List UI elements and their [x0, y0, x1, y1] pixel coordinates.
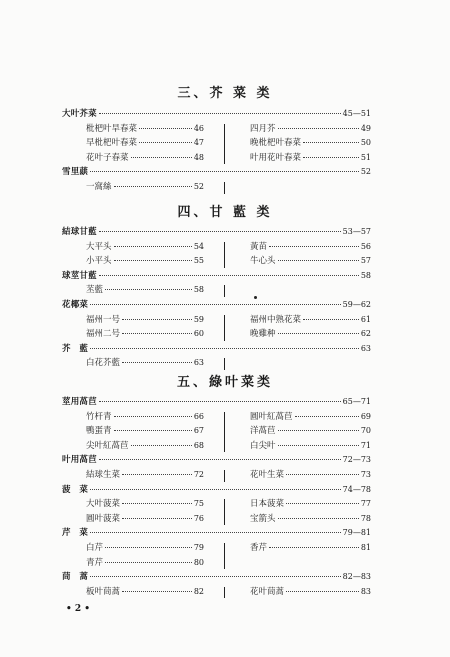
sub-page: 77 [360, 499, 371, 509]
toc-sub-entry[interactable] [86, 242, 204, 252]
toc-sub-entry[interactable] [250, 426, 371, 436]
dot-leader [99, 401, 341, 402]
sub-page: 62 [360, 329, 371, 339]
sub-page: 72 [193, 470, 204, 479]
entry-label: 芥 藍 [62, 343, 89, 354]
toc-sub-entry[interactable] [86, 587, 204, 597]
dot-leader [278, 518, 359, 519]
sub-page: 73 [360, 470, 371, 479]
toc-sub-entry[interactable] [250, 124, 371, 134]
toc-sub-entry[interactable] [250, 514, 371, 524]
toc-sub-entry[interactable] [86, 441, 204, 451]
sub-page: 59 [193, 314, 204, 324]
sub-label: 福州二号 [86, 329, 121, 340]
column-divider [224, 412, 225, 453]
sub-label: 竹杆青 [86, 411, 112, 422]
dot-leader [122, 362, 192, 363]
sub-label: 結球生菜 [86, 470, 121, 480]
toc-main-entry[interactable] [62, 271, 371, 281]
sub-page: 55 [193, 256, 204, 266]
sub-label: 花叶生菜 [250, 470, 285, 480]
toc-sub-entry[interactable] [86, 138, 204, 148]
entry-label: 結球甘藍 [62, 227, 97, 237]
sub-page: 47 [193, 138, 204, 148]
column-divider [224, 470, 225, 482]
section-title: 三、芥 菜 类 [177, 86, 273, 101]
sub-label: 晚枇杷叶春菜 [250, 138, 302, 149]
sub-label: 一窩絲 [86, 182, 112, 192]
dot-leader [139, 142, 192, 143]
dot-leader [90, 304, 341, 305]
toc-sub-entry[interactable] [250, 242, 371, 252]
dot-leader [122, 333, 192, 334]
dot-leader [90, 489, 341, 490]
sub-label: 圓叶紅萵苣 [250, 411, 293, 422]
print-speck [254, 296, 257, 299]
sub-page: 57 [360, 256, 371, 266]
page-range: 59—62 [342, 300, 371, 309]
dot-leader [131, 157, 192, 158]
sub-page: 50 [360, 138, 371, 148]
toc-sub-entry[interactable] [250, 256, 371, 266]
toc-sub-entry[interactable] [250, 329, 371, 339]
toc-main-entry[interactable] [62, 227, 371, 237]
dot-leader [99, 231, 341, 232]
dot-leader [278, 445, 359, 446]
dot-leader [303, 142, 359, 143]
toc-sub-entry[interactable] [86, 543, 204, 553]
page-range: 52 [360, 167, 371, 177]
sub-label: 福州一号 [86, 314, 121, 325]
page-range: 63 [360, 343, 371, 353]
entry-label: 球莖甘藍 [62, 270, 97, 281]
sub-page: 51 [360, 152, 371, 162]
sub-label: 大叶菠菜 [86, 499, 121, 510]
dot-leader [105, 562, 192, 563]
column-divider [224, 285, 225, 297]
page-range: 45—51 [342, 109, 371, 118]
dot-leader [90, 532, 341, 533]
toc-main-entry[interactable] [62, 344, 371, 354]
dot-leader [99, 459, 341, 460]
toc-sub-entry[interactable] [86, 358, 204, 368]
toc-sub-entry[interactable] [86, 256, 204, 266]
dot-leader [122, 591, 192, 592]
column-divider [224, 358, 225, 370]
toc-sub-entry[interactable] [86, 426, 204, 436]
toc-sub-entry[interactable] [250, 470, 371, 480]
sub-page: 54 [193, 241, 204, 251]
dot-leader [90, 348, 359, 349]
toc-sub-entry[interactable] [86, 470, 204, 480]
dot-leader [99, 113, 341, 114]
sub-page: 69 [360, 411, 371, 421]
entry-label: 大叶芥菜 [62, 109, 97, 119]
sub-label: 宝箭头 [250, 513, 276, 524]
dot-leader [114, 186, 192, 187]
toc-main-entry[interactable] [62, 572, 371, 582]
sub-label: 日本菠菜 [250, 499, 285, 510]
sub-page: 67 [193, 426, 204, 436]
dot-leader [90, 576, 341, 577]
dot-leader [131, 445, 192, 446]
toc-sub-entry[interactable] [250, 138, 371, 148]
sub-label: 洋萵苣 [250, 426, 276, 437]
dot-leader [278, 333, 359, 334]
column-divider [224, 182, 225, 194]
toc-sub-entry[interactable] [86, 153, 204, 163]
page-range: 53—57 [342, 227, 371, 236]
dot-leader [286, 503, 359, 504]
sub-page: 52 [193, 182, 204, 191]
page-range: 74—78 [342, 484, 371, 494]
dot-leader [99, 275, 359, 276]
sub-page: 48 [193, 152, 204, 162]
sub-label: 板叶茼蒿 [86, 586, 121, 597]
sub-label: 圓叶菠菜 [86, 513, 121, 524]
sub-page: 63 [193, 358, 204, 368]
dot-leader [278, 128, 359, 129]
entry-label: 叶用萵苣 [62, 455, 97, 466]
sub-page: 66 [193, 411, 204, 421]
sub-label: 大平头 [86, 241, 112, 252]
page-range: 58 [360, 270, 371, 280]
toc-sub-entry[interactable] [250, 153, 371, 163]
sub-label: 白尖叶 [250, 440, 276, 451]
sub-label: 鴨蛋青 [86, 426, 112, 437]
dot-leader [90, 171, 359, 172]
sub-page: 75 [193, 499, 204, 509]
page-range: 65—71 [342, 397, 371, 406]
sub-page: 81 [360, 543, 371, 552]
page-number: • 2 • [66, 604, 91, 614]
sub-label: 四月芥 [250, 123, 276, 134]
dot-leader [105, 547, 192, 548]
dot-leader [139, 128, 192, 129]
entry-label: 雪里蕻 [62, 167, 89, 178]
sub-label: 花叶茼蒿 [250, 586, 285, 597]
section-title: 四、甘 藍 类 [177, 205, 273, 220]
column-divider [224, 242, 225, 268]
sub-label: 花叶子春菜 [86, 152, 129, 163]
dot-leader [269, 246, 359, 247]
sub-label: 早枇杷叶春菜 [86, 138, 138, 149]
column-divider [224, 587, 225, 599]
sub-page: 58 [193, 285, 204, 295]
column-divider [224, 543, 225, 569]
dot-leader [269, 547, 359, 548]
toc-sub-entry[interactable] [86, 124, 204, 134]
sub-page: 49 [360, 123, 371, 133]
entry-label: 茼 蒿 [62, 572, 89, 583]
sub-label: 福州中熟花菜 [250, 314, 302, 325]
sub-page: 71 [360, 440, 371, 450]
sub-label: 小平头 [86, 256, 112, 267]
page-range: 79—81 [342, 528, 371, 538]
toc-sub-entry[interactable] [250, 441, 371, 451]
sub-label: 黃苗 [250, 241, 268, 252]
sub-page: 68 [193, 440, 204, 450]
toc-sub-entry[interactable] [86, 285, 204, 295]
toc-sub-entry[interactable] [86, 499, 204, 509]
column-divider [224, 124, 225, 165]
sub-page: 79 [193, 543, 204, 552]
sub-label: 青芹 [86, 557, 104, 568]
sub-label: 枇杷叶旱春菜 [86, 123, 138, 134]
dot-leader [278, 260, 359, 261]
toc-main-entry[interactable] [62, 300, 371, 310]
toc-sub-entry[interactable] [86, 558, 204, 568]
sub-page: 46 [193, 123, 204, 133]
dot-leader [278, 430, 359, 431]
sub-page: 80 [193, 557, 204, 567]
sub-page: 82 [193, 586, 204, 596]
toc-sub-entry[interactable] [250, 499, 371, 509]
dot-leader [286, 591, 359, 592]
entry-label: 莖用萵苣 [62, 397, 97, 407]
entry-label: 芹 菜 [62, 528, 89, 539]
sub-page: 76 [193, 513, 204, 523]
page-range: 82—83 [342, 572, 371, 582]
dot-leader [303, 157, 359, 158]
dot-leader [105, 289, 192, 290]
dot-leader [122, 503, 192, 504]
page-range: 72—73 [342, 455, 371, 465]
sub-page: 61 [360, 314, 371, 324]
toc-main-entry[interactable] [62, 109, 371, 119]
toc-sub-entry[interactable] [86, 514, 204, 524]
sub-label: 白花芥藍 [86, 358, 121, 369]
toc-sub-entry[interactable] [86, 182, 204, 192]
toc-sub-entry[interactable] [250, 587, 371, 597]
sub-page: 78 [360, 513, 371, 523]
column-divider [224, 499, 225, 525]
sub-page: 60 [193, 329, 204, 339]
sub-label: 苤藍 [86, 285, 104, 296]
toc-main-entry[interactable] [62, 397, 371, 407]
sub-label: 尖叶紅萵苣 [86, 440, 129, 451]
dot-leader [286, 474, 359, 475]
sub-label: 牛心头 [250, 256, 276, 267]
entry-label: 花椰菜 [62, 300, 89, 310]
dot-leader [122, 518, 192, 519]
toc-sub-entry[interactable] [86, 412, 204, 422]
toc-sub-entry[interactable] [86, 315, 204, 325]
dot-leader [114, 260, 192, 261]
sub-page: 56 [360, 241, 371, 251]
sub-label: 白芹 [86, 543, 104, 553]
dot-leader [295, 416, 359, 417]
toc-sub-entry[interactable] [250, 315, 371, 325]
sub-page: 70 [360, 426, 371, 436]
sub-label: 叶用花叶春菜 [250, 152, 302, 163]
column-divider [224, 315, 225, 341]
toc-sub-entry[interactable] [86, 329, 204, 339]
toc-main-entry[interactable] [62, 485, 371, 495]
toc-main-entry[interactable] [62, 167, 371, 177]
sub-label: 晚雞种 [250, 329, 276, 340]
dot-leader [303, 319, 359, 320]
sub-label: 香芹 [250, 543, 268, 553]
dot-leader [122, 319, 192, 320]
toc-sub-entry[interactable] [250, 543, 371, 553]
toc-main-entry[interactable] [62, 528, 371, 538]
dot-leader [114, 416, 192, 417]
toc-sub-entry[interactable] [250, 412, 371, 422]
section-title: 五、綠叶菜类 [176, 375, 273, 390]
dot-leader [114, 430, 192, 431]
toc-main-entry[interactable] [62, 455, 371, 465]
sub-page: 83 [360, 586, 371, 596]
dot-leader [122, 474, 192, 475]
entry-label: 菠 菜 [62, 484, 89, 495]
dot-leader [114, 246, 192, 247]
